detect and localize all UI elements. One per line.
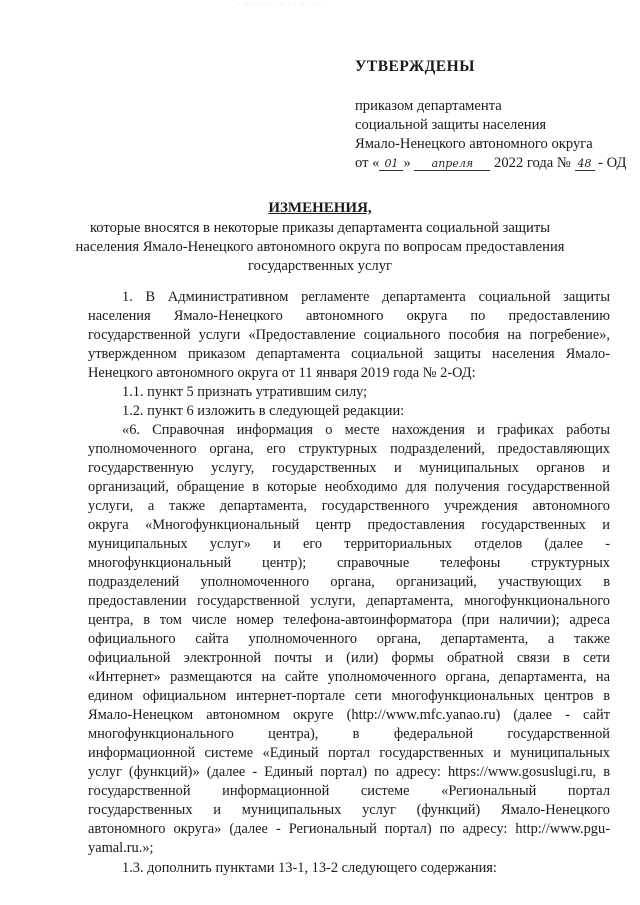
body-line: едином официальном интернет-портале сети многофункциональных центров в bbox=[88, 688, 610, 704]
date-day-close: » bbox=[403, 155, 411, 171]
body-line: Ямало-Ненецком автономном округе (http://www.mfc.yanao.ru) (далее - сайт bbox=[88, 707, 610, 723]
body-line: 1.2. пункт 6 изложить в следующей редакции: bbox=[122, 403, 405, 419]
body-line: многофункциональный центр); справочные телефоны структурных bbox=[88, 555, 610, 571]
body-line: автономного округа» (далее - Региональный портал) по адресу: http://www.pgu- bbox=[88, 821, 610, 837]
body-line: 1.3. дополнить пунктами 13-1, 13-2 следующего содержания: bbox=[122, 860, 497, 876]
date-year: 2022 года № bbox=[494, 155, 571, 171]
approval-line-2: социальной защиты населения bbox=[355, 117, 547, 133]
body-line: подразделений уполномоченного органа, организаций, участвующих в bbox=[88, 574, 610, 590]
subtitle-line-3: государственных услуг bbox=[248, 258, 392, 274]
subtitle-line-1: которые вносятся в некоторые приказы департамента социальной защиты bbox=[89, 220, 551, 236]
body-line: услуг (функций)» (далее - Единый портал) по адресу: https://www.gosuslugi.ru, в bbox=[88, 764, 610, 780]
body-line: «Интернет» размещаются на сайте уполномоченного органа, департамента, на bbox=[88, 669, 610, 685]
body-line: официального сайта уполномоченного органа, департамента, а также bbox=[88, 631, 610, 647]
body-line: округа «Многофункциональный центр предоставления государственных и bbox=[88, 517, 610, 533]
body-line: уполномоченного органа, его структурных подразделений, предоставляющих bbox=[88, 441, 610, 457]
scan-artifact: · ·· ·· · ·· · ·· · · ·· · · · bbox=[238, 2, 322, 8]
subtitle-line-2: населения Ямало-Ненецкого автономного округа по вопросам предоставления bbox=[75, 239, 565, 255]
body-line: государственных и муниципальных услуг (функций) Ямало-Ненецкого bbox=[88, 802, 610, 818]
approval-date-line bbox=[355, 155, 626, 172]
body-line: Ненецкого автономного округа от 11 января 2019 года № 2-ОД: bbox=[88, 365, 476, 381]
body-line: организаций, обращение в которые необходимо для получения государственной bbox=[88, 479, 610, 495]
approval-title: УТВЕРЖДЕНЫ bbox=[355, 58, 475, 75]
approval-line-3: Ямало-Ненецкого автономного округа bbox=[355, 136, 593, 152]
body-line: 1. В Административном регламенте департамента социальной защиты bbox=[122, 289, 610, 305]
document-title: ИЗМЕНЕНИЯ, bbox=[268, 200, 372, 216]
body-line: официальной электронной почты и (или) формы обратной связи в сети bbox=[88, 650, 610, 666]
handwritten-month: апреля bbox=[414, 157, 490, 171]
handwritten-day: 01 bbox=[379, 157, 403, 171]
approval-line-1: приказом департамента bbox=[355, 98, 502, 114]
body-line: утвержденном приказом департамента социальной защиты населения Ямало- bbox=[88, 346, 610, 362]
body-line: центра, в том числе номер телефона-автоинформатора (при наличии); адреса bbox=[88, 612, 610, 628]
body-line: многофункционального центра), в федеральной государственной bbox=[88, 726, 610, 742]
handwritten-number: 48 bbox=[575, 157, 595, 171]
body-line: государственной услуги «Предоставление социального пособия на погребение», bbox=[88, 327, 610, 343]
body-line: предоставлении государственной услуги, департамента, многофункционального bbox=[88, 593, 610, 609]
body-line: государственной информационной системе «Региональный портал bbox=[88, 783, 610, 799]
body-line: государственную услугу, государственных и муниципальных органов и bbox=[88, 460, 610, 476]
body-line: информационной системе «Единый портал государственных и муниципальных bbox=[88, 745, 610, 761]
body-line: «6. Справочная информация о месте нахождения и графиках работы bbox=[122, 422, 610, 438]
body-line: 1.1. пункт 5 признать утратившим силу; bbox=[122, 384, 368, 400]
body-line: населения Ямало-Ненецкого автономного округа по предоставлению bbox=[88, 308, 610, 324]
date-prefix: от « bbox=[355, 155, 380, 171]
body-line: муниципальных услуг» и его территориальных отделов (далее - bbox=[88, 536, 610, 552]
body-line: yamal.ru.»; bbox=[88, 840, 154, 856]
body-line: услуги, а также департамента, государственного учреждения автономного bbox=[88, 498, 610, 514]
number-suffix: - ОД bbox=[598, 155, 627, 171]
